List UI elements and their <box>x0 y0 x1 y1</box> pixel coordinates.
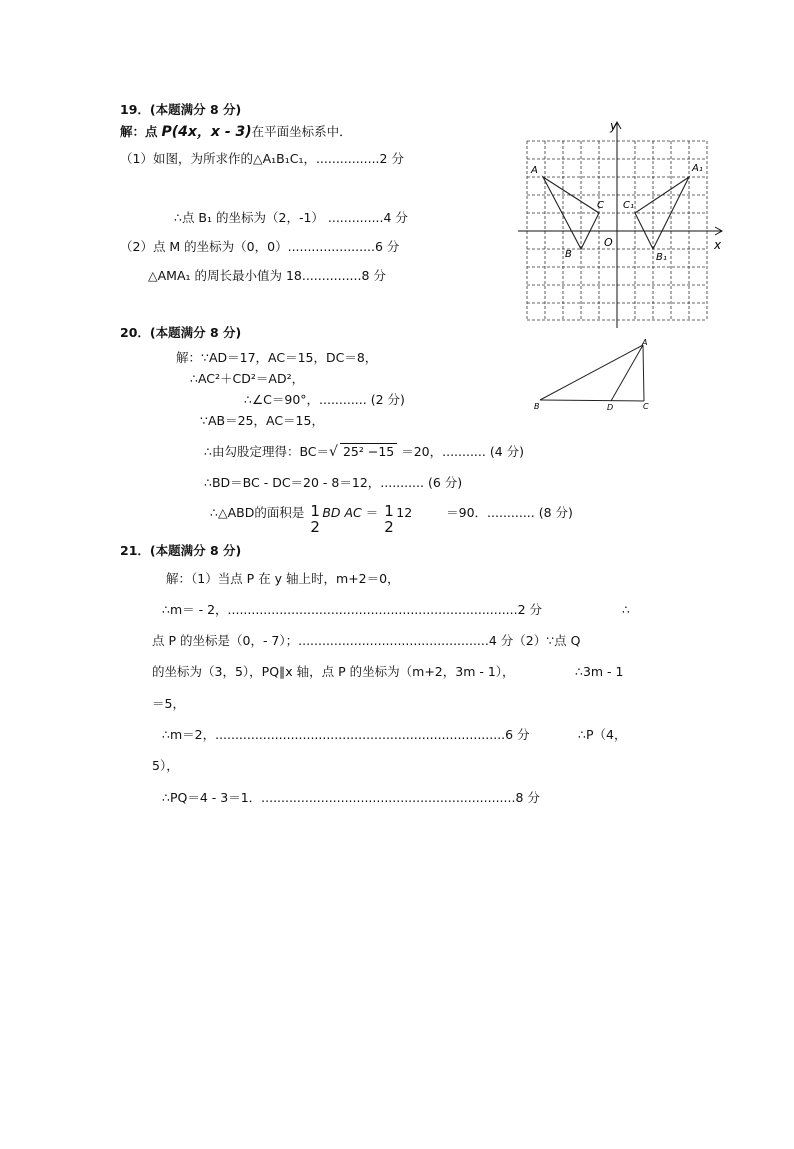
q20-label-D: D <box>607 403 614 412</box>
q20-triangle-figure <box>528 336 668 416</box>
q20-line7-ac: AC <box>344 505 362 520</box>
q20-label-A: A <box>642 338 648 347</box>
q20-half-2 <box>382 499 396 536</box>
q20-label-C: C <box>643 402 649 411</box>
q21-line6: ∴m＝2，.........................................................................6 分 <box>162 727 530 742</box>
q21-line2: ∴m＝ - 2，.........................................................................2 分 <box>162 602 543 617</box>
q19-label-B1: B₁ <box>656 252 667 263</box>
q20-label-B: B <box>534 402 540 411</box>
q19-solve-line <box>120 124 352 140</box>
q21-line4-tail: ∴3m - 1 <box>575 664 624 679</box>
q20-line7-post: ＝90．............ (8 分) <box>446 505 573 520</box>
q21-heading: 21．(本题满分 8 分) <box>120 543 242 558</box>
q20-line7-pre: ∴△ABD的面积是 <box>210 505 305 520</box>
q19-origin-label: O <box>604 236 613 249</box>
q21-line1: 解：（1）当点 P 在 y 轴上时，m+2＝0， <box>166 571 400 586</box>
q20-line5-post: ＝20，........... (4 分) <box>401 444 525 459</box>
q19-label-C1: C₁ <box>623 200 634 211</box>
q20-line7-eq: ＝ <box>365 505 379 520</box>
q20-line2: ∴AC²＋CD²＝AD²， <box>190 371 305 386</box>
q19-heading: 19．(本题满分 8 分) <box>120 102 242 117</box>
q20-line7-bd: BD <box>322 505 341 520</box>
q20-line6: ∴BD＝BC - DC＝20 - 8＝12，........... (6 分) <box>204 475 463 490</box>
q21-line6-tail: ∴P（4， <box>578 727 627 742</box>
q19-solve-tail: 在平面坐标系中． <box>251 124 352 139</box>
q20-half-1-num: 1 <box>310 501 320 520</box>
q21-line4: 的坐标为（3，5），PQ∥x 轴，点 P 的坐标为（m+2，3m - 1）， <box>152 664 515 679</box>
q19-coordinate-figure <box>510 118 730 328</box>
q21-line8: ∴PQ＝4 - 3＝1．................................................................8 分 <box>162 790 540 805</box>
q20-radical: 25² −15 <box>340 443 397 460</box>
q20-line7-end: 12 <box>396 505 413 520</box>
q20-half-2-num: 1 <box>384 501 394 520</box>
q19-line2: ∴点 B₁ 的坐标为（2，-1） ..............4 分 <box>174 210 408 225</box>
q19-line1: （1）如图，为所求作的△A₁B₁C₁，................2 分 <box>120 151 404 166</box>
q21-line2-tail: ∴ <box>622 602 630 617</box>
q19-label-A: A <box>531 165 538 176</box>
q19-line4: △AMA₁ 的周长最小值为 18...............8 分 <box>148 268 386 283</box>
q20-line1: 解：∵AD＝17，AC＝15，DC＝8， <box>176 350 378 365</box>
q19-solve: 解：点 <box>120 124 158 139</box>
q20-half-2-den: 2 <box>384 517 394 536</box>
q20-line4: ∵AB＝25，AC＝15， <box>200 413 324 428</box>
q20-line5: ∴由勾股定理得：BC＝√ 25² −15 ＝20，........... (4 分) <box>204 444 525 460</box>
q21-line3: 点 P 的坐标是（0，- 7）；................................................4 分（2）∵点 Q <box>152 633 581 648</box>
q19-point-expr: P(4x，x - 3) <box>161 124 252 140</box>
q21-line7: 5）， <box>152 758 179 773</box>
q21-line5: ＝5， <box>152 696 185 711</box>
q20-line7 <box>210 498 573 534</box>
q20-half-1 <box>308 499 322 536</box>
q19-line3: （2）点 M 的坐标为（0，0）......................6 分 <box>120 239 400 254</box>
q19-label-B: B <box>565 249 572 260</box>
q20-line3: ∴∠C＝90°，............ (2 分) <box>244 392 405 407</box>
q20-heading: 20．(本题满分 8 分) <box>120 325 242 340</box>
q20-half-1-den: 2 <box>310 517 320 536</box>
q19-label-A1: A₁ <box>692 163 703 174</box>
q19-y-label: y <box>610 119 618 133</box>
q20-line5-pre: ∴由勾股定理得：BC＝ <box>204 444 330 459</box>
q19-label-C: C <box>597 200 604 211</box>
q19-x-label: x <box>714 238 722 252</box>
